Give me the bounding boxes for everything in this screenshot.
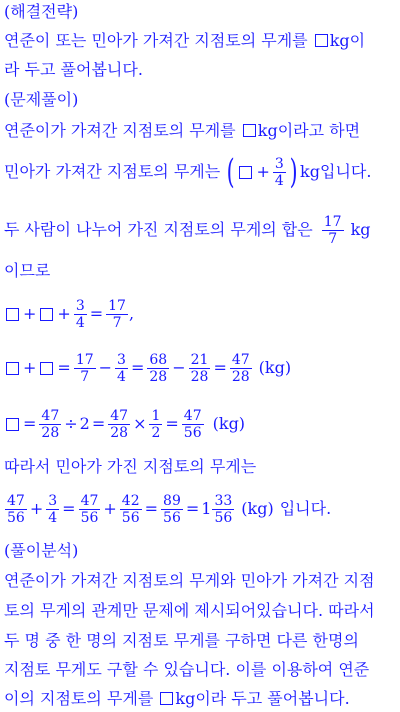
equation-1 — [4, 292, 134, 336]
therefore-line: 따라서 민아가 가진 지점토의 무게는 — [4, 457, 257, 476]
unknown-box — [6, 308, 19, 321]
plus-sign: + — [57, 304, 71, 323]
unknown-box — [160, 692, 173, 705]
divide-sign: ÷ — [64, 414, 78, 433]
denominator: 56 — [183, 424, 202, 441]
denominator: 56 — [7, 509, 25, 526]
equals-sign: = — [130, 358, 145, 377]
fraction-3-4 — [115, 353, 128, 384]
analysis-title: (풀이분석) — [4, 541, 79, 560]
fraction-17-7 — [74, 353, 96, 384]
denominator: 28 — [231, 368, 250, 385]
numerator: 3 — [48, 492, 58, 509]
analysis-line-4: 지점토 무게도 구할 수 있습니다. 이를 이용하여 연준 — [4, 660, 370, 679]
numerator: 68 — [149, 351, 168, 368]
right-paren: ) — [289, 152, 298, 192]
approach-line-1-unit: kg이 — [329, 31, 366, 50]
numerator: 42 — [121, 492, 140, 509]
analysis-line-5 — [4, 688, 350, 710]
numerator: 33 — [214, 492, 233, 509]
denominator: 28 — [149, 368, 168, 385]
unknown-box — [40, 308, 53, 321]
numerator: 17 — [108, 297, 126, 314]
solution-line-2-text: 민아가 가져간 지점토의 무게는 — [4, 162, 221, 181]
numerator: 47 — [80, 492, 99, 509]
unknown-box — [239, 166, 252, 179]
analysis-line-5-text: 이의 지점토의 무게를 — [4, 689, 154, 708]
fraction-42-56 — [120, 494, 142, 525]
minus-sign: − — [172, 358, 186, 377]
fraction-47-28 — [230, 353, 252, 384]
solution-line-1-unit: kg이라고 하면 — [257, 121, 361, 140]
equals-sign: = — [185, 499, 200, 518]
equals-sign: = — [91, 414, 106, 433]
analysis-line-3: 두 명 중 한 명의 지점토 무게를 구하면 다른 한명의 — [4, 631, 359, 650]
denominator: 7 — [112, 314, 122, 331]
unit-kg: (kg) — [241, 499, 274, 518]
fraction-3-4 — [273, 157, 286, 188]
fraction-47-56 — [182, 409, 204, 440]
analysis-line-5-unit: kg이라 두고 풀어봅니다. — [175, 689, 350, 708]
denominator: 4 — [274, 172, 284, 189]
denominator: 28 — [110, 424, 129, 441]
solution-line-3-text: 두 사람이 나누어 가진 지점토의 무게의 합은 — [4, 220, 313, 239]
numerator: 47 — [41, 407, 60, 424]
equals-sign: = — [62, 499, 76, 518]
left-paren: ( — [226, 152, 235, 192]
fraction-17-7 — [106, 299, 128, 330]
equals-sign: = — [57, 358, 71, 377]
numerator: 47 — [110, 407, 129, 424]
approach-line-2: 라 두고 풀어봅니다. — [4, 60, 143, 79]
solution-line-4: 이므로 — [4, 261, 51, 280]
fraction-47-28 — [39, 409, 61, 440]
times-sign: × — [133, 414, 147, 433]
numerator: 17 — [75, 351, 94, 368]
plus-sign: + — [23, 358, 37, 377]
fraction-89-56 — [161, 494, 183, 525]
equation-4 — [4, 487, 331, 531]
fraction-21-28 — [189, 353, 211, 384]
numerator: 1 — [151, 407, 161, 424]
analysis-line-1: 연준이가 가져간 지점토의 무게와 민아가 가져간 지점 — [4, 571, 375, 590]
whole-number-one: 1 — [201, 499, 212, 518]
denominator: 56 — [214, 509, 233, 526]
plus-sign: + — [256, 162, 270, 181]
solution-line-1 — [4, 120, 360, 142]
equals-sign: = — [89, 304, 104, 323]
denominator: 56 — [80, 509, 99, 526]
suffix-text: 입니다. — [279, 499, 332, 518]
fraction-47-56 — [5, 494, 27, 525]
numerator: 47 — [7, 492, 25, 509]
numerator: 3 — [274, 155, 284, 172]
unknown-box — [243, 124, 256, 137]
equation-3 — [4, 402, 245, 446]
fraction-3-4 — [74, 299, 87, 330]
unknown-box — [40, 362, 53, 375]
numerator: 17 — [323, 213, 342, 230]
plus-sign: + — [103, 499, 117, 518]
unit-kg: (kg) — [212, 414, 246, 433]
solution-line-2 — [4, 150, 371, 194]
fraction-47-56 — [79, 494, 101, 525]
solution-title: (문제풀이) — [4, 90, 79, 109]
fraction-1-2 — [149, 409, 162, 440]
denominator: 2 — [151, 424, 161, 441]
fraction-17-7 — [322, 215, 344, 246]
equation-2 — [4, 346, 291, 390]
fraction-47-28 — [108, 409, 130, 440]
denominator: 4 — [48, 509, 58, 526]
solution-line-3 — [4, 208, 371, 252]
numerator: 47 — [183, 407, 202, 424]
minus-sign: − — [98, 358, 113, 377]
number-two: 2 — [79, 414, 90, 433]
denominator: 7 — [328, 230, 338, 247]
plus-sign: + — [23, 304, 37, 323]
numerator: 89 — [163, 492, 181, 509]
denominator: 7 — [80, 368, 90, 385]
equals-sign: = — [213, 358, 227, 377]
equals-sign: = — [165, 414, 179, 433]
denominator: 4 — [117, 368, 126, 385]
denominator: 4 — [75, 314, 85, 331]
plus-sign: + — [29, 499, 44, 518]
denominator: 28 — [190, 368, 209, 385]
numerator: 21 — [190, 351, 209, 368]
approach-line-1 — [4, 30, 365, 52]
solution-line-1-text: 연준이가 가져간 지점토의 무게를 — [4, 121, 236, 140]
fraction-68-28 — [147, 353, 169, 384]
denominator: 28 — [41, 424, 60, 441]
approach-title: (해결전략) — [4, 2, 79, 21]
solution-line-2-unit: kg입니다. — [300, 162, 372, 181]
denominator: 56 — [163, 509, 181, 526]
fraction-33-56 — [212, 494, 234, 525]
approach-line-1-text: 연준이 또는 민아가 가져간 지점토의 무게를 — [4, 31, 308, 50]
fraction-3-4 — [46, 494, 59, 525]
numerator: 3 — [75, 297, 85, 314]
unit-kg: (kg) — [258, 358, 292, 377]
equals-sign: = — [144, 499, 159, 518]
unknown-box — [6, 418, 19, 431]
comma: , — [128, 304, 135, 323]
solution-line-3-unit: kg — [350, 220, 371, 239]
numerator: 47 — [231, 351, 250, 368]
analysis-line-2: 토의 무게의 관계만 문제에 제시되어있습니다. 따라서 — [4, 601, 375, 620]
numerator: 3 — [117, 351, 126, 368]
unknown-box — [315, 34, 328, 47]
denominator: 56 — [121, 509, 140, 526]
unknown-box — [6, 362, 19, 375]
equals-sign: = — [23, 414, 37, 433]
